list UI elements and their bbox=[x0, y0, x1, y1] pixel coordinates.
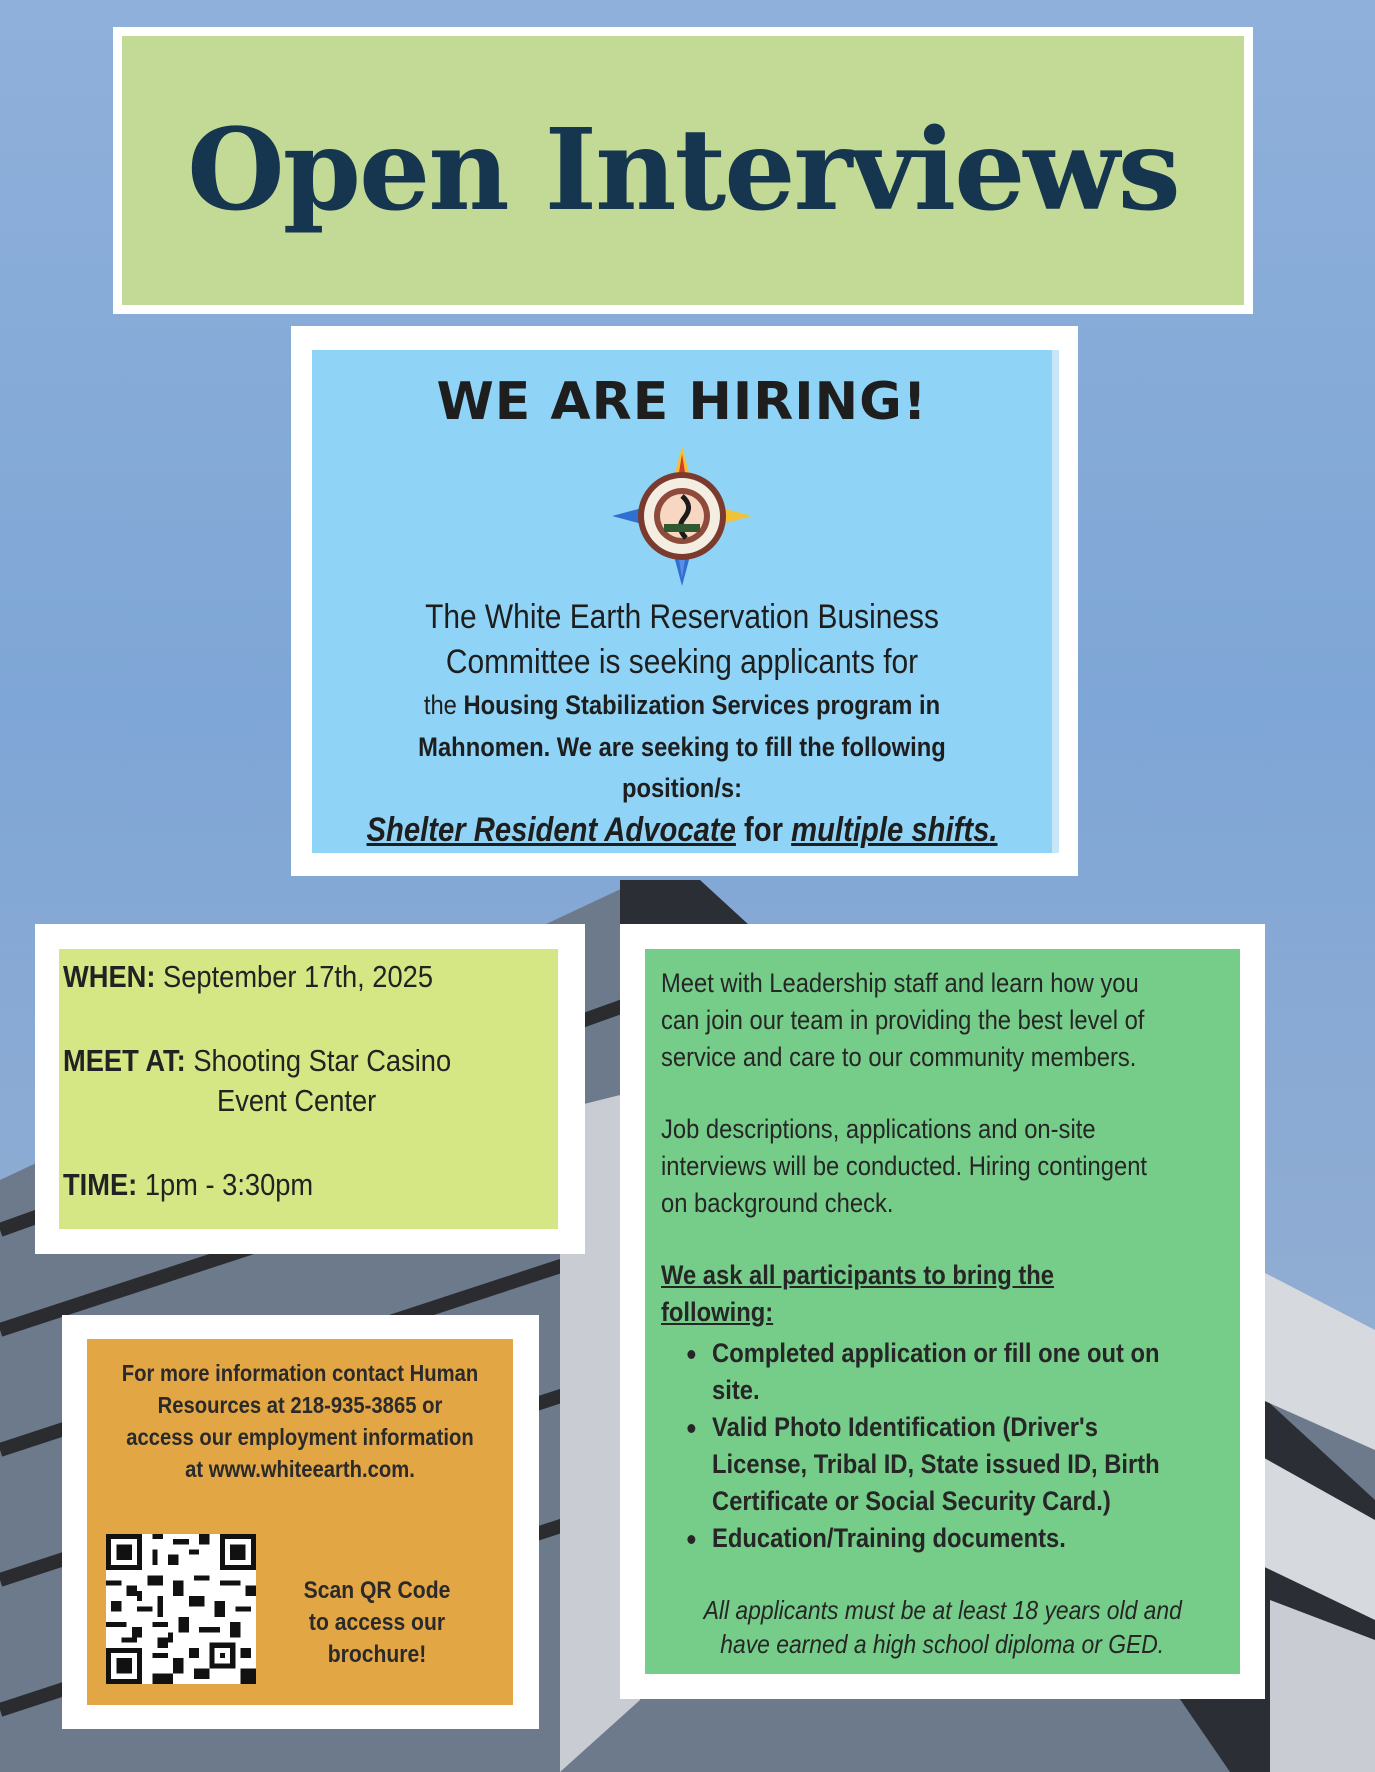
time-row bbox=[63, 1167, 313, 1203]
details-panel bbox=[645, 949, 1240, 1674]
list-item-line: License, Tribal ID, State issued ID, Birth bbox=[712, 1449, 1160, 1479]
details-p2-line-2: interviews will be conducted. Hiring contingent bbox=[661, 1151, 1148, 1181]
contact-card bbox=[62, 1315, 539, 1729]
eligibility-line-1: All applicants must be at least 18 years old and bbox=[703, 1595, 1182, 1625]
position-title: Shelter Resident Advocate bbox=[366, 811, 736, 849]
event-details-card bbox=[35, 924, 585, 1254]
hiring-card bbox=[291, 326, 1078, 876]
eligibility-line-2: have earned a high school diploma or GED. bbox=[720, 1629, 1165, 1659]
title-banner bbox=[113, 27, 1253, 314]
time-label: TIME: bbox=[63, 1167, 138, 1202]
scan-line-3: brochure! bbox=[327, 1641, 427, 1668]
meet-at-row bbox=[63, 1043, 451, 1079]
hiring-panel bbox=[312, 350, 1052, 853]
contact-line-2: Resources at 218-935-3865 or bbox=[157, 1392, 443, 1418]
position-line bbox=[364, 808, 1000, 852]
eligibility-note bbox=[645, 1593, 1240, 1661]
contact-line-4: at www.whiteearth.com. bbox=[185, 1456, 415, 1482]
page-title: Open Interviews bbox=[187, 105, 1179, 236]
white-earth-nation-seal-icon bbox=[612, 446, 752, 586]
event-details-panel bbox=[59, 949, 558, 1229]
scan-line-2: to access our bbox=[308, 1609, 446, 1636]
bring-heading-line-2: following: bbox=[661, 1297, 774, 1327]
when-label: WHEN: bbox=[63, 959, 156, 994]
meet-at-value-1: Shooting Star Casino bbox=[193, 1043, 452, 1078]
list-item-line: Education/Training documents. bbox=[712, 1523, 1066, 1553]
meet-at-label: MEET AT: bbox=[63, 1043, 186, 1078]
contact-line-3: access our employment information bbox=[126, 1424, 474, 1450]
hiring-program-name: Housing Stabilization Services program in bbox=[463, 690, 941, 720]
title-panel bbox=[122, 36, 1244, 305]
list-item bbox=[661, 1409, 1224, 1520]
bring-heading-line-1: We ask all participants to bring the bbox=[661, 1260, 1055, 1290]
hiring-line3-plain: the bbox=[423, 690, 464, 720]
details-p1-line-1: Meet with Leadership staff and learn how you bbox=[661, 968, 1139, 998]
hiring-intro-line-3 bbox=[356, 684, 1007, 726]
position-for: for bbox=[735, 811, 792, 849]
when-row bbox=[63, 959, 433, 995]
position-end: . bbox=[989, 811, 998, 849]
list-item-line: Completed application or fill one out on bbox=[712, 1338, 1160, 1368]
hiring-heading: WE ARE HIRING! bbox=[436, 372, 928, 432]
contact-line-1: For more information contact Human bbox=[121, 1360, 479, 1386]
list-item-line: Valid Photo Identification (Driver's bbox=[712, 1412, 1098, 1442]
list-item bbox=[661, 1520, 1224, 1557]
hiring-intro-line-2: Committee is seeking applicants for bbox=[445, 643, 919, 681]
scan-line-1: Scan QR Code bbox=[303, 1577, 451, 1604]
bring-items-list bbox=[661, 1335, 1224, 1557]
hiring-intro-line-1: The White Earth Reservation Business bbox=[425, 598, 939, 636]
when-value: September 17th, 2025 bbox=[163, 959, 433, 994]
list-item bbox=[661, 1335, 1224, 1409]
details-card bbox=[620, 924, 1265, 1699]
details-p1-line-2: can join our team in providing the best level of bbox=[661, 1005, 1145, 1035]
hiring-intro-line-4: Mahnomen. We are seeking to fill the following bbox=[418, 732, 946, 762]
position-shifts: multiple shifts bbox=[791, 811, 990, 849]
hiring-intro-line-5: position/s: bbox=[621, 773, 743, 803]
bring-items-heading bbox=[661, 1257, 1224, 1331]
time-value: 1pm - 3:30pm bbox=[144, 1167, 314, 1202]
list-item-line: Certificate or Social Security Card.) bbox=[712, 1486, 1111, 1516]
qr-code-icon[interactable] bbox=[106, 1534, 256, 1684]
details-p2-line-3: on background check. bbox=[661, 1188, 894, 1218]
meet-at-value-2: Event Center bbox=[217, 1083, 377, 1118]
contact-panel bbox=[87, 1339, 513, 1705]
details-p1-line-3: service and care to our community members. bbox=[661, 1042, 1137, 1072]
details-p2-line-1: Job descriptions, applications and on-site bbox=[661, 1114, 1096, 1144]
details-paragraph-1 bbox=[661, 965, 1224, 1076]
details-paragraph-2 bbox=[661, 1111, 1224, 1222]
contact-text bbox=[113, 1357, 488, 1485]
scan-qr-text bbox=[285, 1575, 470, 1671]
list-item-line: site. bbox=[712, 1375, 760, 1405]
